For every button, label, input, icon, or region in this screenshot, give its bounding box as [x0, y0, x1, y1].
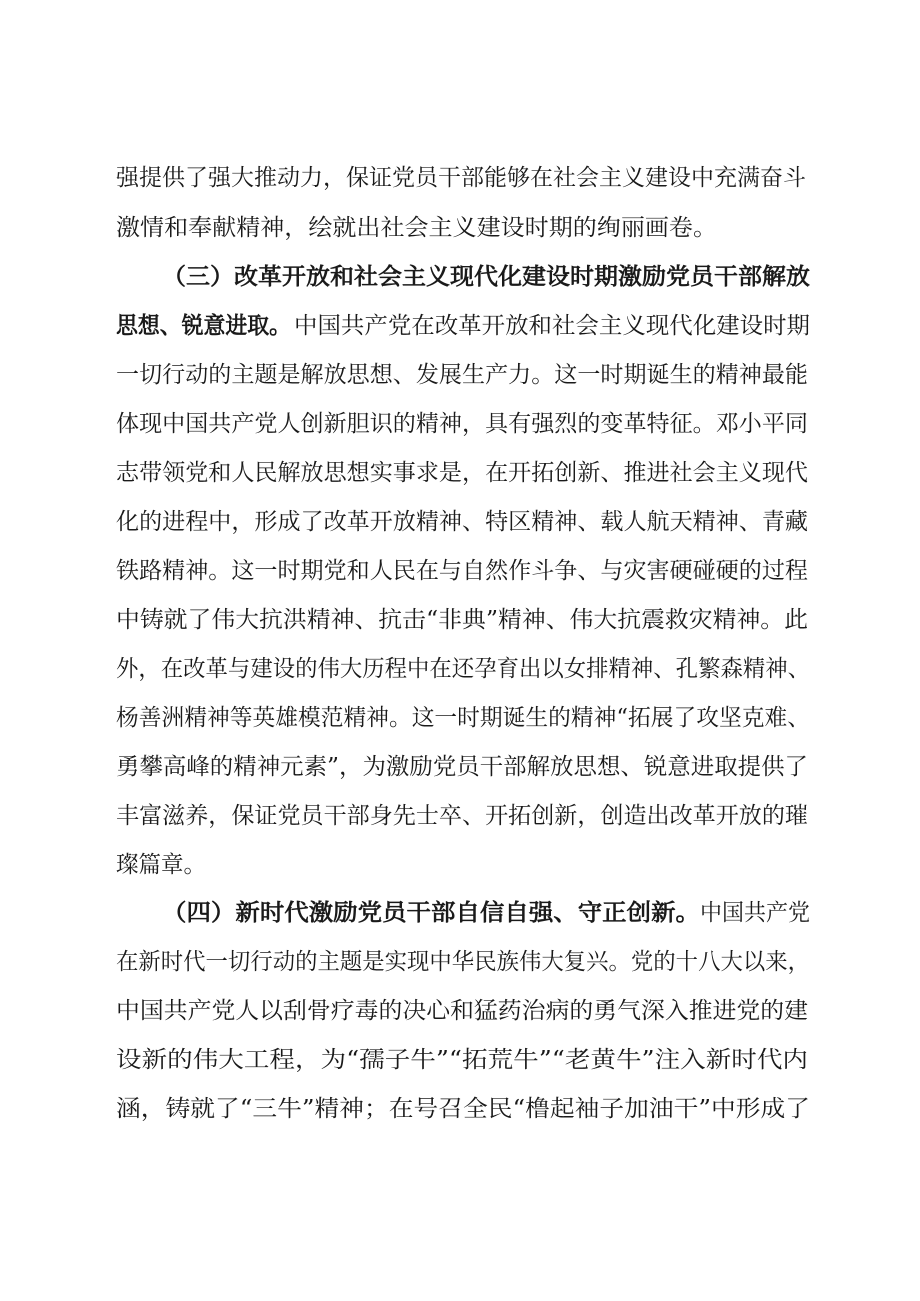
text-segment: 体现中国共产党人创新胆识的精神，具有强烈的变革特征。邓小平同	[116, 411, 808, 437]
text-segment: 设新的伟大工程，为“孺子牛”“拓荒牛”“老黄牛”注入新时代内	[116, 1047, 808, 1073]
section-heading-line	[0, 893, 920, 933]
text-segment: 志带领党和人民解放思想实事求是，在开拓创新、推进社会主义现代	[116, 460, 808, 486]
text-segment: 外，在改革与建设的伟大历程中在还孕育出以女排精神、孔繁森精神、	[116, 656, 810, 682]
paragraph-line	[0, 1089, 920, 1129]
text-segment: 中国共产党在改革开放和社会主义现代化建设时期	[294, 313, 810, 339]
paragraph-line	[0, 991, 920, 1031]
text-segment: 铁路精神。这一时期党和人民在与自然作斗争、与灾害硬碰硬的过程	[116, 558, 808, 584]
text-segment: 中国共产党	[700, 900, 810, 926]
text-segment: 强提供了强大推动力，保证党员干部能够在社会主义建设中充满奋斗	[116, 165, 806, 191]
paragraph-line	[0, 208, 920, 248]
text-segment: 一切行动的主题是解放思想、发展生产力。这一时期诞生的精神最能	[116, 362, 808, 388]
text-segment: 中国共产党人以刮骨疗毒的决心和猛药治病的勇气深入推进党的建	[116, 998, 809, 1024]
text-segment: 化的进程中，形成了改革开放精神、特区精神、载人航天精神、青藏	[116, 509, 808, 535]
paragraph-line	[0, 747, 920, 787]
paragraph-line	[0, 649, 920, 689]
section-heading-3-tail: 思想、锐意进取。	[116, 312, 291, 339]
text-segment: 丰富滋养，保证党员干部身先士卒、开拓创新，创造出改革开放的璀	[116, 803, 808, 829]
text-segment: 激情和奉献精神，绘就出社会主义建设时期的绚丽画卷。	[116, 215, 717, 241]
paragraph-line	[0, 1040, 920, 1080]
section-heading-4: （四）新时代激励党员干部自信自强、守正创新。	[162, 899, 700, 926]
text-segment: 涵，铸就了“三牛”精神；在号召全民“橹起袖子加油干”中形成了	[116, 1096, 810, 1122]
paragraph-line	[0, 404, 920, 444]
text-segment: 中铸就了伟大抗洪精神、抗击“非典”精神、伟大抗震救灾精神。此	[116, 607, 808, 633]
paragraph-line	[0, 158, 920, 198]
paragraph-line	[0, 551, 920, 591]
section-heading-3: （三）改革开放和社会主义现代化建设时期激励党员干部解放	[162, 263, 810, 290]
paragraph-line	[0, 600, 920, 640]
section-heading-line	[0, 257, 920, 297]
text-segment: 杨善洲精神等英雄模范精神。这一时期诞生的精神“拓展了攻坚克难、	[116, 705, 810, 731]
paragraph-line	[0, 502, 920, 542]
paragraph-line	[0, 796, 920, 836]
paragraph-line	[0, 306, 920, 346]
text-segment: 在新时代一切行动的主题是实现中华民族伟大复兴。党的十八大以来，	[116, 949, 810, 975]
paragraph-line	[0, 942, 920, 982]
paragraph-line	[0, 845, 920, 885]
paragraph-line	[0, 453, 920, 493]
text-segment: 勇攀高峰的精神元素”，为激励党员干部解放思想、锐意进取提供了	[116, 754, 808, 780]
paragraph-line	[0, 355, 920, 395]
text-segment: 璨篇章。	[116, 852, 206, 878]
paragraph-line	[0, 698, 920, 738]
